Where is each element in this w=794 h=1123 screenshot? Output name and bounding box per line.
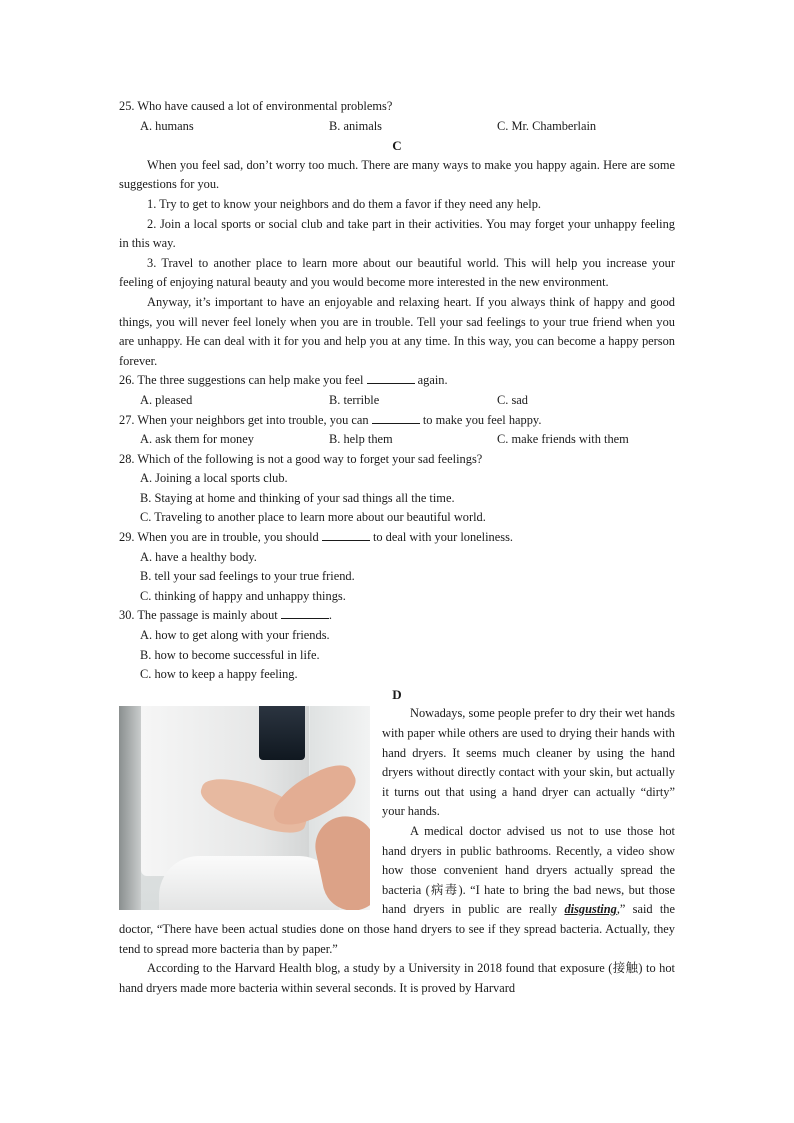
section-d-passage [119, 704, 675, 998]
section-d-paragraph-1: Nowadays, some people prefer to dry their wet hands with paper while others are used to drying their hands with hand dryers. It seems much cleaner by using the hand dryers without directly contact with your skin, but actually it turns out that using a hand dryer can actually “dirty” your hands. [382, 706, 675, 819]
option-c[interactable]: C. make friends with them [497, 432, 629, 447]
question-29-tail: to deal with your loneliness. [372, 530, 513, 545]
option-b[interactable]: B. tell your sad feelings to your true friend. [140, 569, 355, 584]
option-a[interactable]: A. how to get along with your friends. [140, 628, 330, 643]
option-c[interactable]: C. Traveling to another place to learn more about our beautiful world. [140, 510, 486, 525]
option-a[interactable]: A. ask them for money [140, 432, 254, 447]
vocabulary-word: disgusting [564, 902, 617, 917]
suggestion-1: 1. Try to get to know your neighbors and do them a favor if they need any help. [147, 196, 542, 211]
answer-blank[interactable] [281, 606, 329, 619]
paragraph-2-start: A medical doctor advised us not to use those hot hand dryers in public bathrooms. Recently, a video show how those convenient hand dryers actually spread the bacteria (病毒). “I hate to bring the bad news, but those hand dryers in public are really [382, 823, 675, 917]
question-29 [119, 528, 675, 548]
answer-blank[interactable] [322, 528, 370, 541]
option-b[interactable]: B. how to become successful in life. [140, 647, 320, 662]
question-27-stem: 27. When your neighbors get into trouble, you can [119, 412, 369, 427]
worksheet-page [119, 97, 675, 998]
option-c[interactable]: C. sad [497, 392, 528, 407]
option-a[interactable]: A. have a healthy body. [140, 549, 257, 564]
section-c-conclusion: Anyway, it’s important to have an enjoyable and relaxing heart. If you always think of happy and good things, you will never feel lonely when you are in trouble. Tell your sad feelings to your true friend when you are unhappy. He can deal with it for you and help you at any time. In this way, you can become a happy person forever. [119, 294, 675, 368]
option-c[interactable]: C. how to keep a happy feeling. [140, 667, 298, 682]
suggestion-2: 2. Join a local sports or social club and take part in their activities. You may forget your unhappy feeling in this way. [119, 216, 675, 251]
section-c-heading: C [392, 138, 402, 154]
option-b[interactable]: B. Staying at home and thinking of your sad things all the time. [140, 490, 455, 505]
sink-basin [159, 856, 339, 910]
option-b[interactable]: B. help them [329, 432, 393, 447]
question-30 [119, 606, 675, 626]
question-25-options [119, 117, 675, 137]
option-b[interactable]: B. terrible [329, 392, 380, 407]
question-25: 25. Who have caused a lot of environmental problems? [119, 99, 393, 113]
question-27 [119, 411, 675, 431]
hand-dryer-photo [119, 706, 370, 910]
question-27-options [119, 430, 675, 450]
question-30-stem: 30. The passage is mainly about [119, 608, 278, 623]
answer-blank[interactable] [372, 411, 420, 424]
dryer-panel [259, 706, 305, 760]
option-a[interactable]: A. humans [140, 118, 194, 133]
section-d-heading: D [392, 686, 402, 702]
question-26-tail: again. [417, 373, 448, 388]
question-29-stem: 29. When you are in trouble, you should [119, 530, 319, 545]
section-c-intro: When you feel sad, don’t worry too much. There are many ways to make you happy again. Here are some suggestions for you. [119, 157, 675, 192]
answer-blank[interactable] [367, 371, 415, 384]
question-27-tail: to make you feel happy. [422, 412, 542, 427]
option-a[interactable]: A. pleased [140, 392, 193, 407]
section-d-paragraph-3: According to the Harvard Health blog, a study by a University in 2018 found that exposure (接触) to hot hand dryers made more bacteria within several seconds. It is proved by Harvard [119, 961, 675, 995]
option-a[interactable]: A. Joining a local sports club. [140, 471, 288, 486]
question-28: 28. Which of the following is not a good way to forget your sad feelings? [119, 451, 483, 466]
question-30-tail: . [328, 608, 332, 623]
suggestion-3: 3. Travel to another place to learn more about our beautiful world. This will help you increase your feeling of enjoying natural beauty and you would become more interested in the new environment. [119, 255, 675, 290]
photo-wall [119, 706, 141, 910]
paragraph-2-end: ,” said the doctor, “There have been actual studies done on those hand dryers to see if they spread bacteria. Actually, they tend to spread more bacteria than by paper.” [119, 902, 675, 956]
option-c[interactable]: C. thinking of happy and unhappy things. [140, 588, 346, 603]
question-26 [119, 371, 675, 391]
question-26-options [119, 391, 675, 411]
question-26-stem: 26. The three suggestions can help make you feel [119, 373, 364, 388]
option-c[interactable]: C. Mr. Chamberlain [497, 118, 597, 133]
option-b[interactable]: B. animals [329, 118, 382, 133]
